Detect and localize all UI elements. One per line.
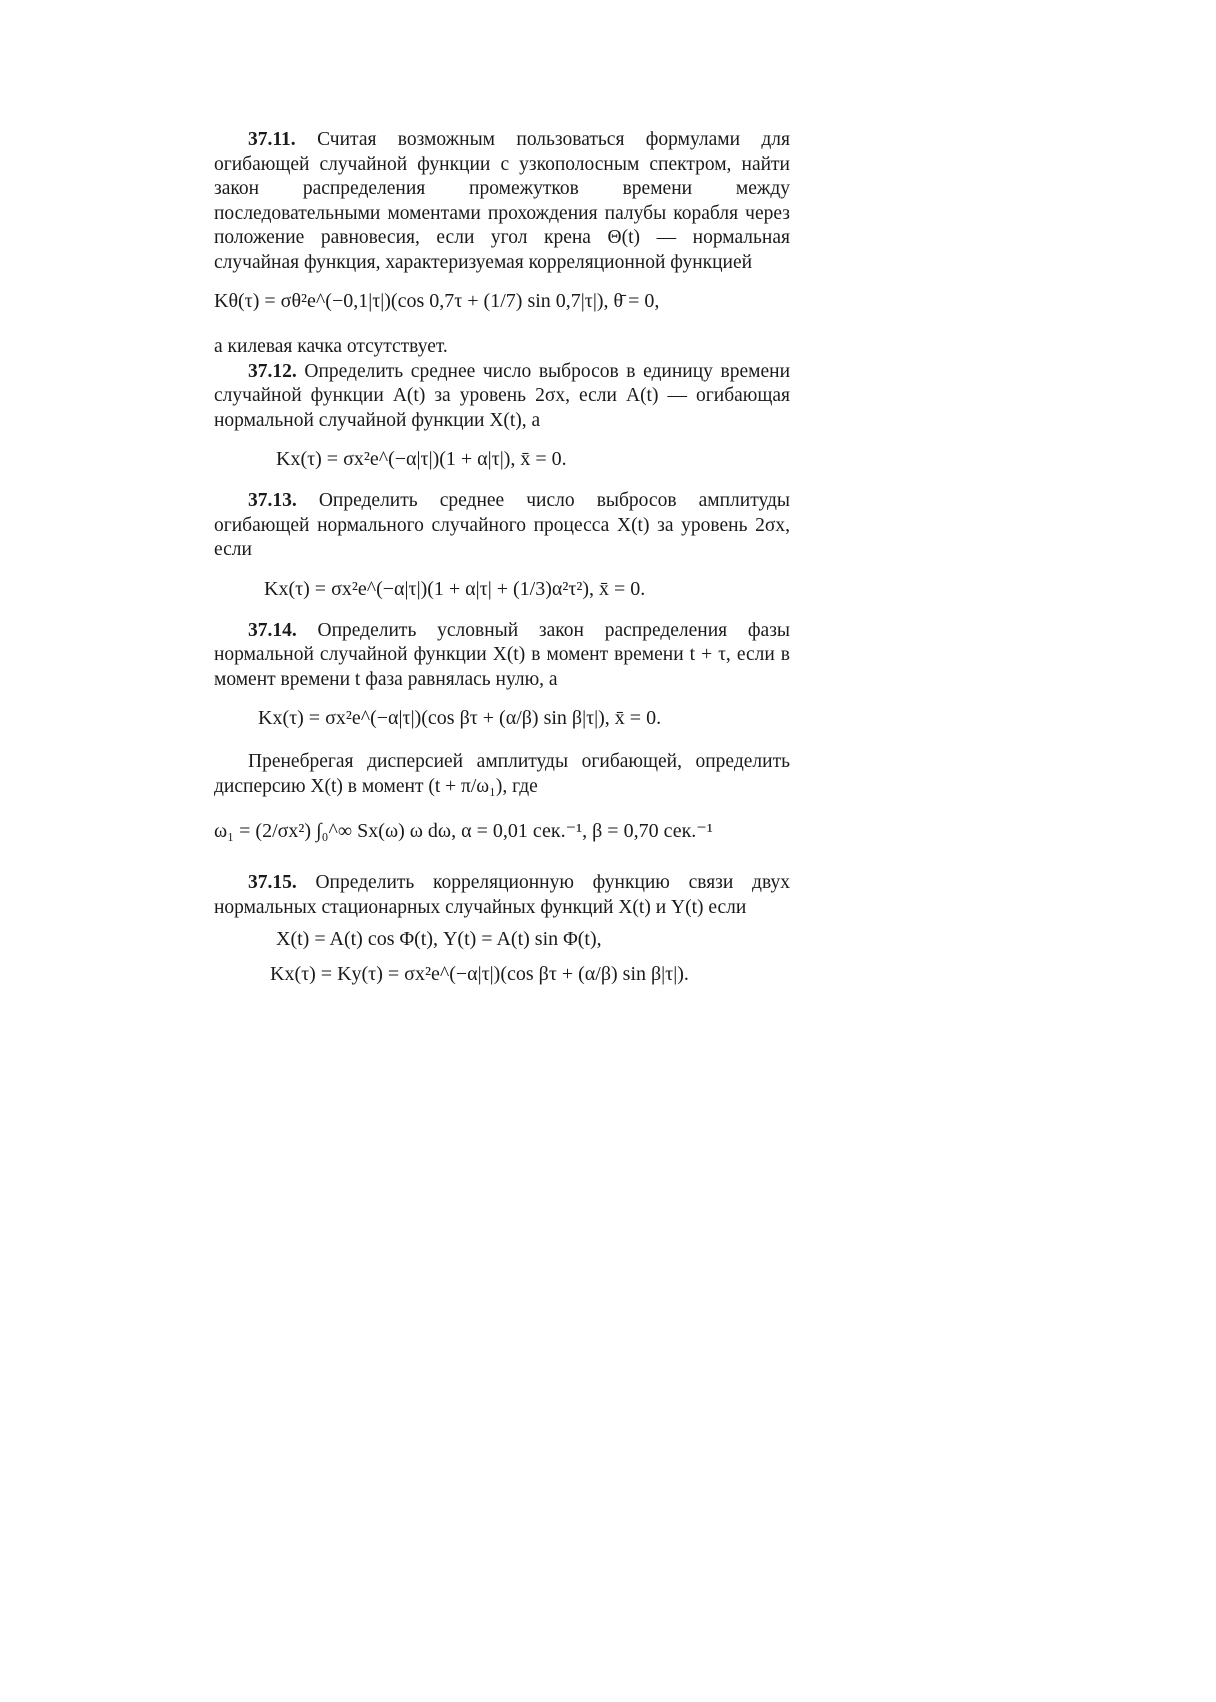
text-column bbox=[214, 128, 790, 994]
problem-37-12 bbox=[214, 360, 790, 434]
problem-37-11 bbox=[214, 128, 790, 275]
formula: Kx(τ) = Ky(τ) = σx²e^(−α|τ|)(cos βτ + (α/β) sin β|τ|). bbox=[270, 963, 689, 985]
formula: Kx(τ) = σx²e^(−α|τ|)(cos βτ + (α/β) sin β|τ|), x̄ = 0. bbox=[258, 707, 662, 729]
problem-number: 37.15. bbox=[248, 872, 297, 893]
problem-text: Определить среднее число выбросов в единицу времени случайной функции A(t) за уровень 2σx, если A(t) — огибающая нормальной случайной функции X(t), а bbox=[214, 360, 790, 431]
problem-text: Определить условный закон распределения фазы нормальной случайной функции X(t) в момент времени t + τ, если в момент времени t фаза равнялась нулю, а bbox=[214, 619, 790, 690]
formula: Kx(τ) = σx²e^(−α|τ|)(1 + α|τ| + (1/3)α²τ²), x̄ = 0. bbox=[264, 577, 646, 600]
formula: X(t) = A(t) cos Φ(t), Y(t) = A(t) sin Φ(t), bbox=[276, 928, 602, 950]
problem-number: 37.12. bbox=[248, 360, 297, 382]
problem-text-after: а килевая качка отсутствует. bbox=[214, 336, 448, 357]
problem-37-15 bbox=[214, 871, 790, 920]
problem-text: Считая возможным пользоваться формулами для огибающей случайной функции с узкополосным спектром, найти закон распределения промежутков времени между последовательными моментами прохождения палубы корабля через положение равновесия, если угол крена Θ(t) — нормальная случайная функция, характеризуемая корреляционной функцией bbox=[214, 129, 791, 273]
formula: ω₁ = (2/σx²) ∫₀^∞ Sx(ω) ω dω, α = 0,01 сек.⁻¹, β = 0,70 сек.⁻¹ bbox=[214, 820, 713, 842]
problem-continuation: Пренебрегая дисперсией амплитуды огибающей, определить дисперсию X(t) в момент (t + π/ω₁), где bbox=[214, 751, 790, 797]
problem-37-13 bbox=[214, 489, 790, 563]
formula: Kθ(τ) = σθ²e^(−0,1|τ|)(cos 0,7τ + (1/7) sin 0,7|τ|), θ̄ = 0, bbox=[214, 290, 660, 312]
problem-37-14 bbox=[214, 619, 790, 693]
problem-number: 37.14. bbox=[248, 619, 297, 641]
problem-text: Определить корреляционную функцию связи двух нормальных стационарных случайных функций X(t) и Y(t) если bbox=[214, 872, 790, 918]
formula: Kx(τ) = σx²e^(−α|τ|)(1 + α|τ|), x̄ = 0. bbox=[276, 448, 567, 470]
problem-number: 37.11. bbox=[248, 129, 296, 150]
problem-text: Определить среднее число выбросов амплитуды огибающей нормального случайного процесса X(t) за уровень 2σx, если bbox=[214, 490, 790, 560]
problem-number: 37.13. bbox=[248, 490, 297, 511]
